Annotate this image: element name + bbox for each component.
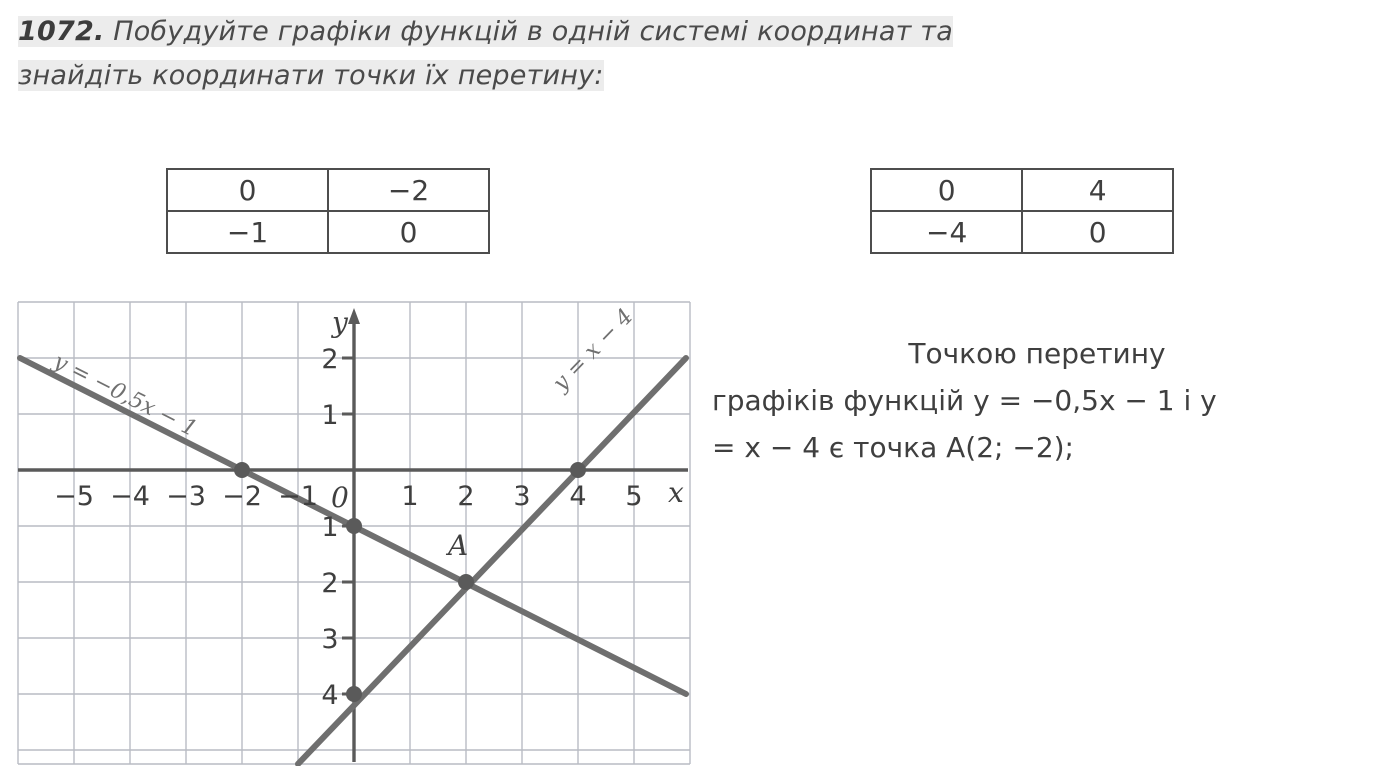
table-cell: 4	[1022, 169, 1173, 211]
svg-text:−5: −5	[54, 481, 94, 512]
answer-line-2: графіків функцій y = −0,5x − 1 і y	[712, 384, 1217, 417]
table-row	[871, 169, 1173, 211]
point-minus2-0	[234, 462, 250, 478]
point-4-0	[570, 462, 586, 478]
problem-number: 1072.	[18, 16, 105, 47]
y-axis-arrow	[348, 308, 360, 324]
table-row	[871, 211, 1173, 253]
point-intersection-A	[458, 574, 474, 590]
answer-line-1: Точкою перетину	[908, 337, 1166, 370]
table-cell: 0	[167, 169, 328, 211]
svg-text:2: 2	[457, 481, 475, 512]
svg-text:4: 4	[569, 481, 587, 512]
problem-statement-line-1	[18, 10, 1358, 54]
table-cell: −4	[871, 211, 1022, 253]
y-axis-label: y	[332, 306, 348, 339]
table-of-values-second-function	[870, 168, 1174, 254]
svg-text:3: 3	[321, 624, 339, 655]
table-of-values-first-function	[166, 168, 490, 254]
table-row	[167, 169, 489, 211]
svg-text:−4: −4	[110, 481, 150, 512]
x-axis-label: x	[668, 476, 684, 509]
svg-text:2: 2	[321, 344, 339, 375]
problem-statement	[18, 10, 1358, 98]
problem-statement-line-2	[18, 54, 1358, 98]
table-cell: 0	[1022, 211, 1173, 253]
y-tick-labels	[321, 344, 338, 711]
label-second-function: y = x − 4	[548, 304, 639, 397]
problem-text-line-1: Побудуйте графіки функцій в одній системі координат та	[113, 16, 953, 47]
table-cell: −1	[167, 211, 328, 253]
origin-label: 0	[331, 481, 349, 514]
table-cell: 0	[871, 169, 1022, 211]
svg-text:−3: −3	[166, 481, 206, 512]
svg-text:−2: −2	[222, 481, 262, 512]
label-first-function: y = −0,5x − 1	[49, 349, 201, 443]
answer-line-3: = x − 4 є точка A(2; −2);	[712, 431, 1074, 464]
graph-svg	[16, 300, 692, 766]
point-label-A: A	[448, 529, 469, 562]
svg-text:1: 1	[401, 481, 419, 512]
coordinate-graph	[16, 300, 692, 766]
svg-text:3: 3	[513, 481, 531, 512]
svg-text:1: 1	[321, 512, 339, 543]
line-second-function	[298, 358, 686, 764]
y-axis-ticks	[342, 358, 354, 694]
table-row	[167, 211, 489, 253]
svg-text:4: 4	[321, 680, 339, 711]
svg-text:5: 5	[625, 481, 643, 512]
svg-text:−1: −1	[278, 481, 318, 512]
table-cell: 0	[328, 211, 489, 253]
problem-text-line-2: знайдіть координати точки їх перетину:	[18, 60, 604, 91]
svg-text:2: 2	[321, 568, 339, 599]
table-cell: −2	[328, 169, 489, 211]
answer-text	[712, 330, 1362, 471]
svg-text:1: 1	[321, 400, 339, 431]
